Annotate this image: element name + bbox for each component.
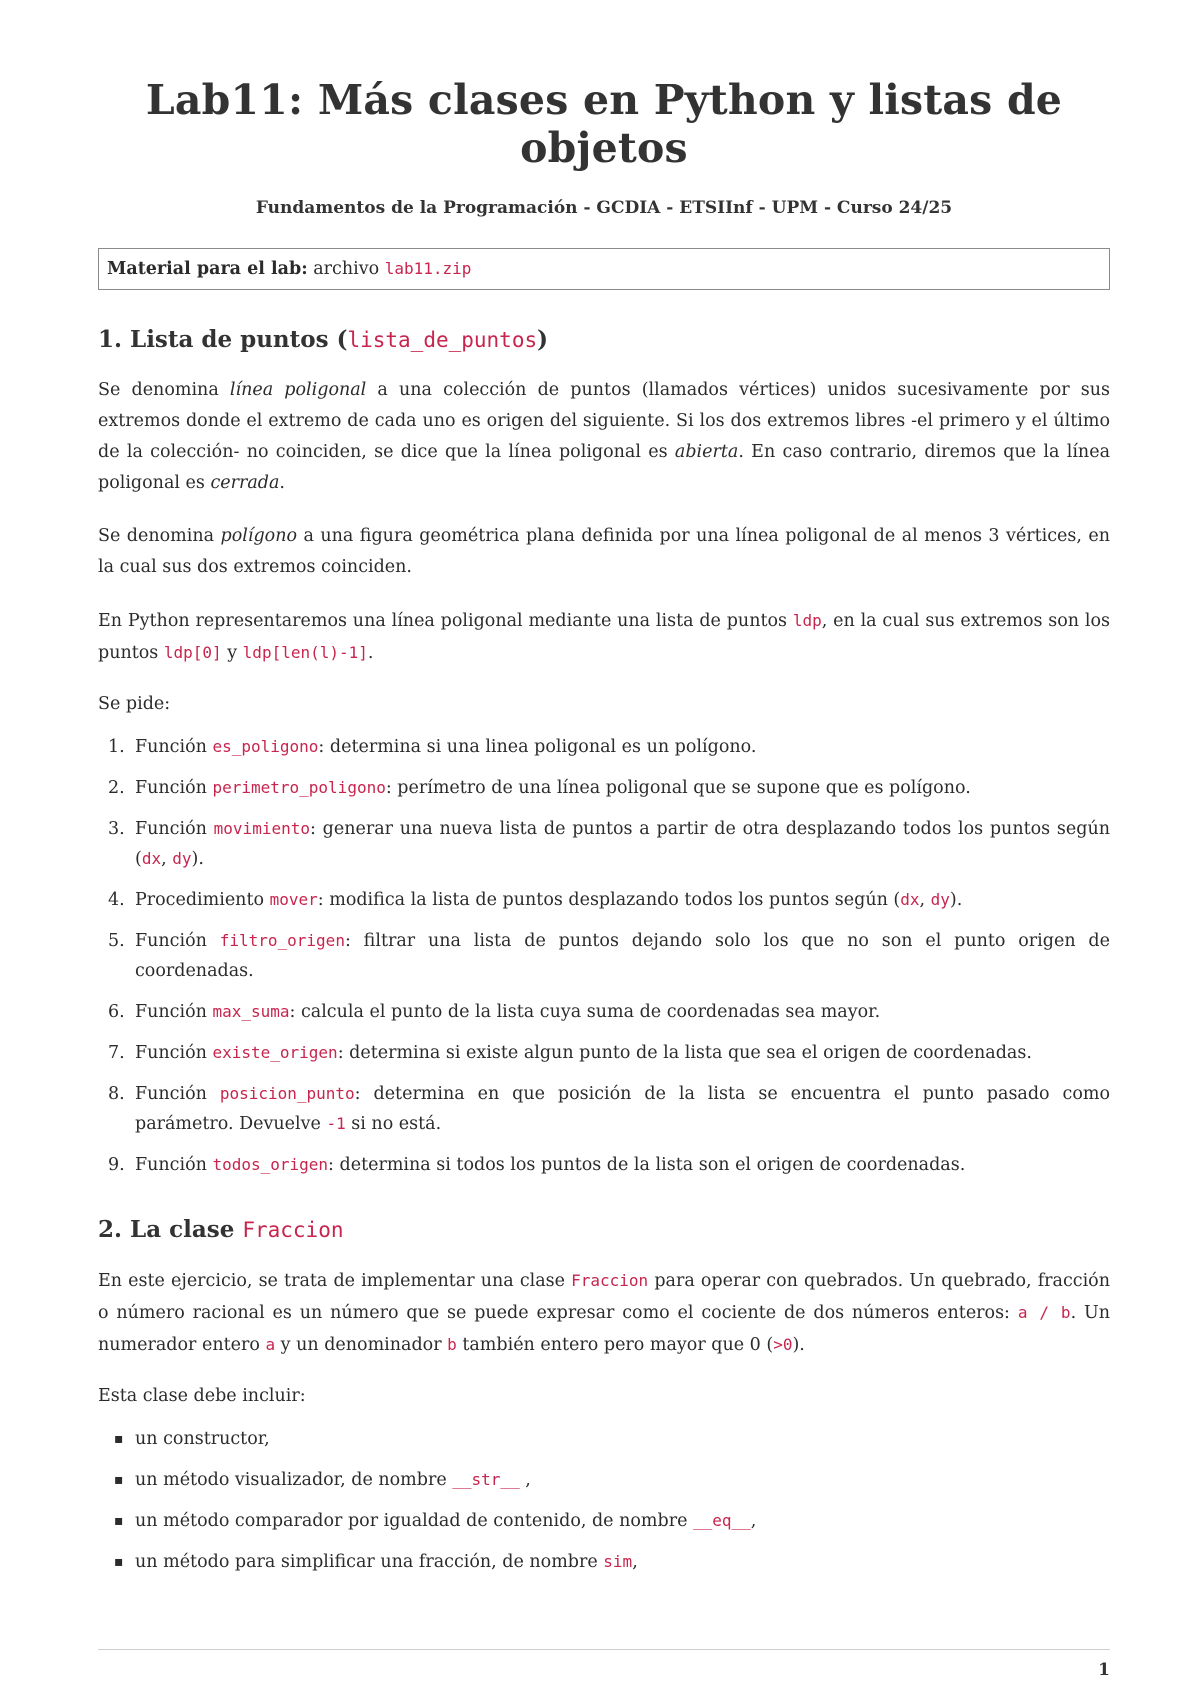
page-subtitle: Fundamentos de la Programación - GCDIA - ETSIInf - UPM - Curso 24/25 xyxy=(255,198,953,218)
page-number: 1 xyxy=(1098,1660,1110,1680)
bullet-icon: ▪ xyxy=(114,1431,124,1447)
list-item: 9. Función todos_origen: determina si todos los puntos de la lista son el origen de coordenadas. xyxy=(108,1155,966,1175)
list-item: 5. Función filtro_origen: filtrar una lista de puntos dejando solo los que no son el punto origen de coordenadas. xyxy=(108,931,1110,981)
bullet-icon: ▪ xyxy=(114,1513,124,1529)
bullet-icon: ▪ xyxy=(114,1554,124,1570)
section-2-paragraph-2: Esta clase debe incluir: xyxy=(98,1386,306,1406)
material-text: archivo xyxy=(307,259,385,279)
section-2-paragraph-1: En este ejercicio, se trata de implementar una clase Fraccion para operar con quebrados. Un quebrado, fracción o número racional es un número que se puede expresar como el cociente de dos números enteros: a / b. Un numerador entero a y un denominador b también entero pero mayor que 0 (>0). xyxy=(98,1271,1110,1355)
section-1-paragraph-2: Se denomina polígono a una figura geométrica plana definida por una línea poligonal de al menos 3 vértices, en la cual sus dos extremos coinciden. xyxy=(98,526,1110,577)
bullet-list xyxy=(98,1424,1110,1577)
footer-divider xyxy=(98,1649,1110,1650)
document-page xyxy=(98,0,1110,1577)
section-2-heading: 2. La clase Fraccion xyxy=(98,1216,344,1243)
list-item: ▪ un método para simplificar una fracción, de nombre sim, xyxy=(98,1547,1110,1577)
section-1-paragraph-1: Se denomina línea poligonal a una colección de puntos (llamados vértices) unidos sucesivamente por sus extremos donde el extremo de cada uno es origen del siguiente. Si los dos extremos libres -el primero y el último de la colección- no coinciden, se dice que la línea poligonal es abierta. En caso contrario, diremos que la línea poligonal es cerrada. xyxy=(98,380,1110,493)
task-list xyxy=(98,732,1110,1180)
section-1-paragraph-3: En Python representaremos una línea poligonal mediante una lista de puntos ldp, en la cual sus extremos son los puntos ldp[0] y ldp[len(l)-1]. xyxy=(98,611,1110,663)
list-item: ▪ un constructor, xyxy=(98,1424,1110,1454)
list-item: ▪ un método comparador por igualdad de contenido, de nombre __eq__, xyxy=(98,1506,1110,1536)
list-item: 7. Función existe_origen: determina si existe algun punto de la lista que sea el origen de coordenadas. xyxy=(108,1043,1032,1063)
material-file: lab11.zip xyxy=(384,259,472,278)
list-item: 3. Función movimiento: generar una nueva lista de puntos a partir de otra desplazando todos los puntos según (dx, dy). xyxy=(108,819,1110,869)
material-label: Material para el lab: xyxy=(107,259,308,279)
page-title: Lab11: Más clases en Python y listas de objetos xyxy=(145,76,1063,172)
bullet-icon: ▪ xyxy=(114,1472,124,1488)
section-1-paragraph-4: Se pide: xyxy=(98,694,171,714)
list-item: 8. Función posicion_punto: determina en que posición de la lista se encuentra el punto pasado como parámetro. Devuelve -1 si no está. xyxy=(108,1084,1110,1134)
list-item: 6. Función max_suma: calcula el punto de la lista cuya suma de coordenadas sea mayor. xyxy=(108,1002,881,1022)
section-1-heading: 1. Lista de puntos (lista_de_puntos) xyxy=(98,326,549,353)
material-box xyxy=(98,248,1110,290)
list-item: 1. Función es_poligono: determina si una linea poligonal es un polígono. xyxy=(108,737,757,757)
list-item: 4. Procedimiento mover: modifica la lista de puntos desplazando todos los puntos según (dx, dy). xyxy=(108,890,963,910)
list-item: ▪ un método visualizador, de nombre __str__ , xyxy=(98,1465,1110,1495)
list-item: 2. Función perimetro_poligono: perímetro de una línea poligonal que se supone que es polígono. xyxy=(108,778,971,798)
